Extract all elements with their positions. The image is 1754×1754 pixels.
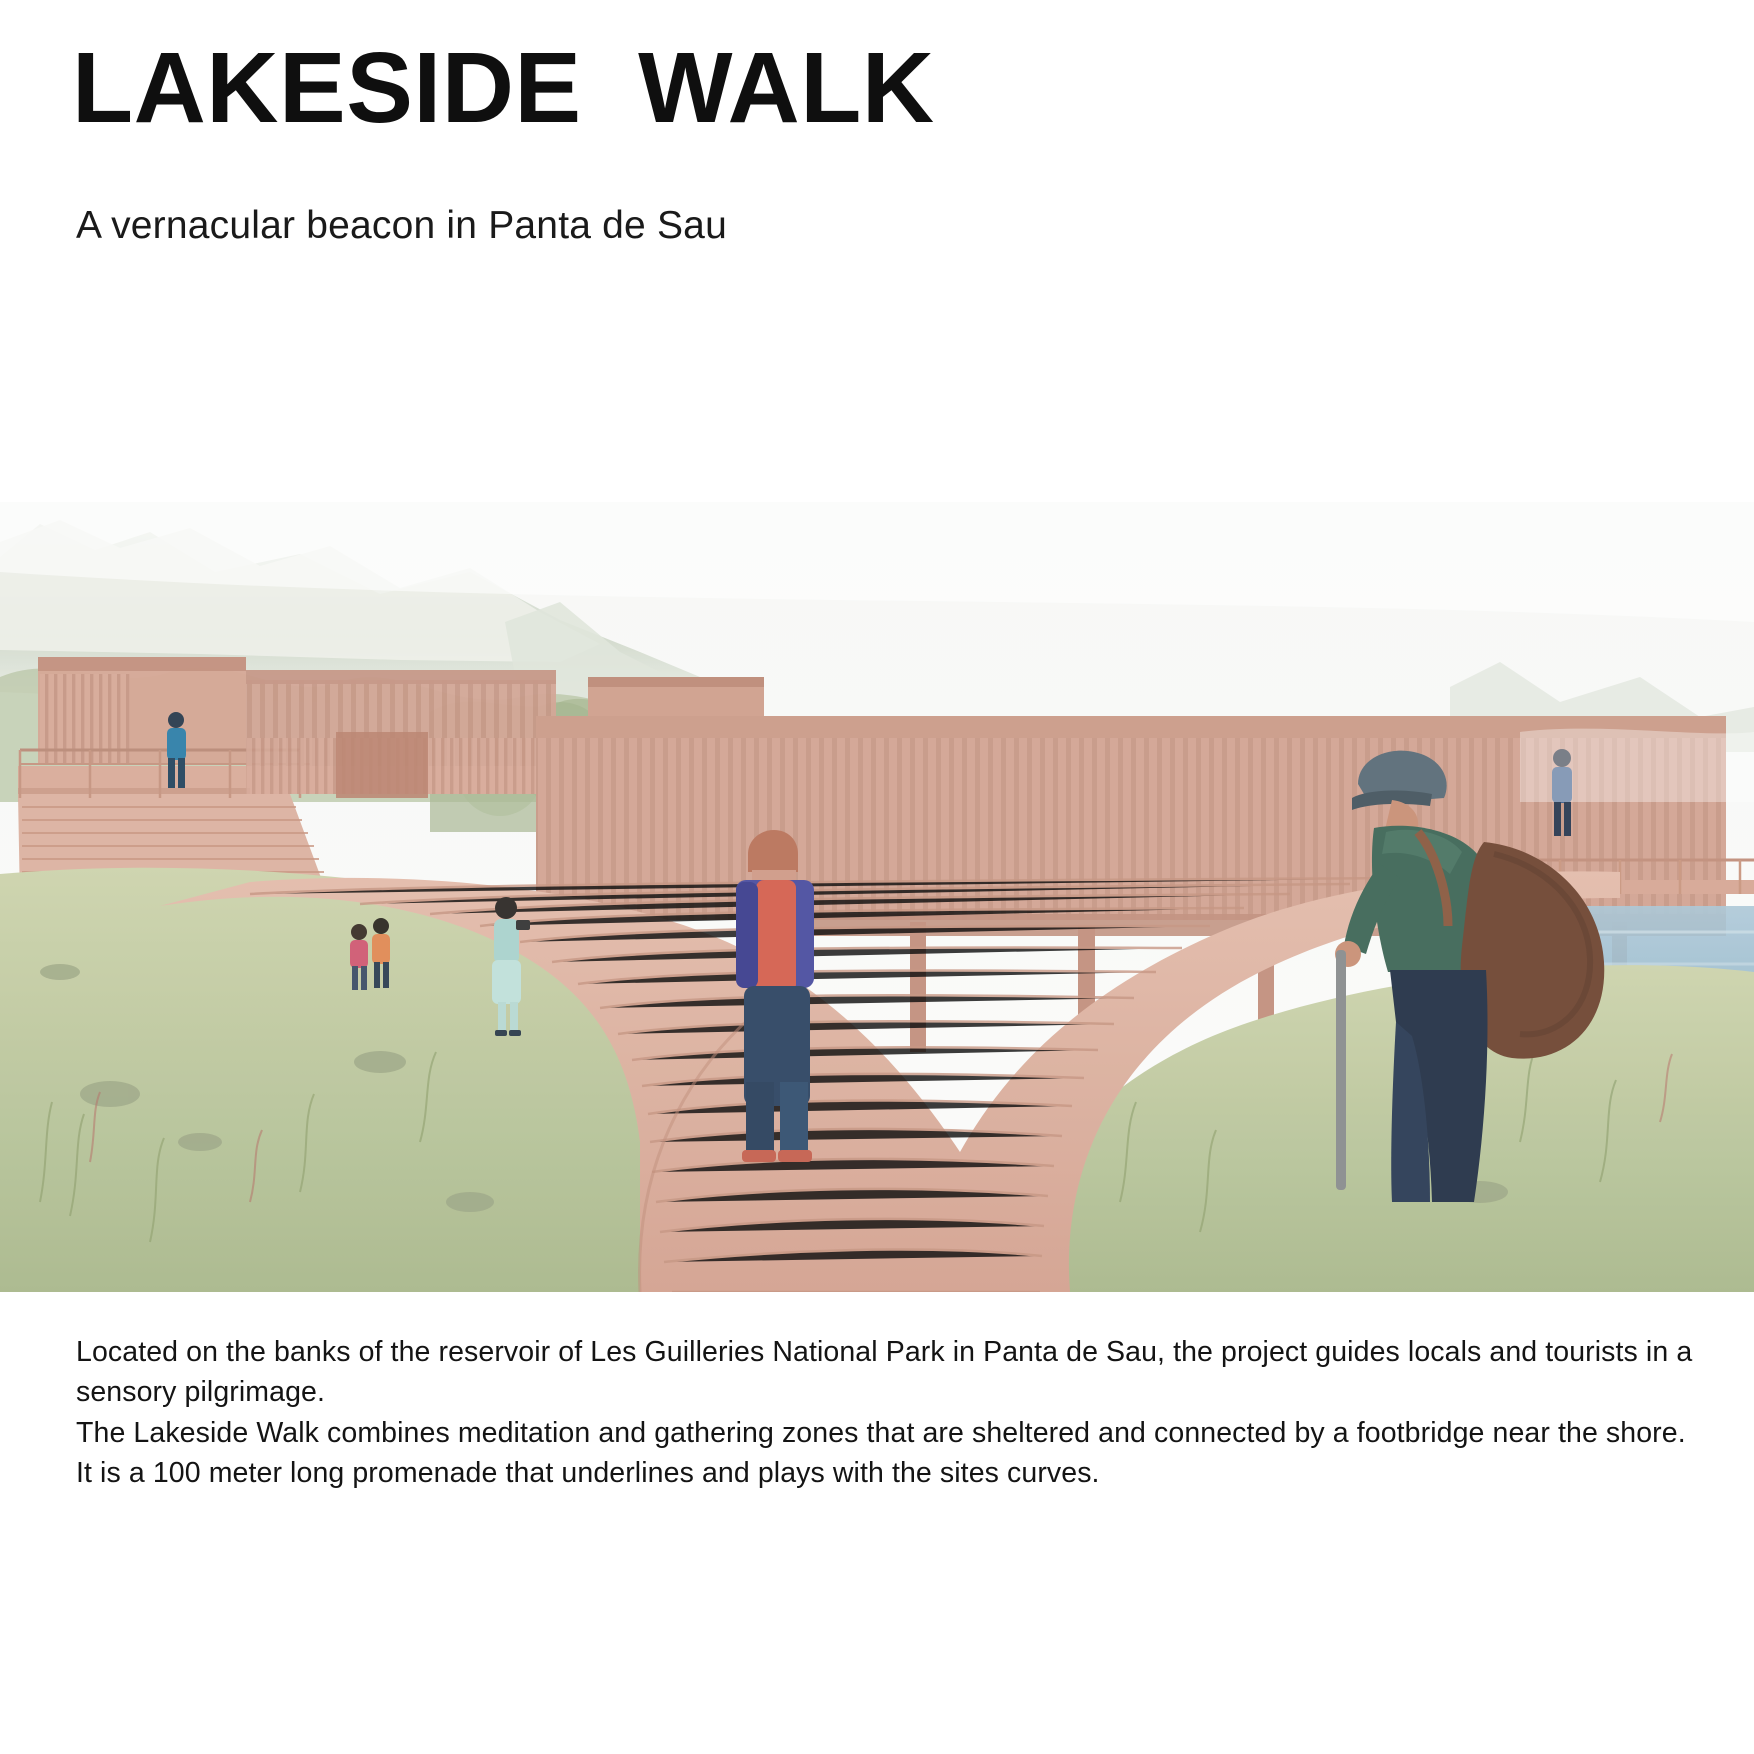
rendering-artwork [0,502,1754,1292]
page-subtitle: A vernacular beacon in Panta de Sau [76,204,727,247]
lakeside-walk-rendering [0,502,1754,1292]
page-title: LAKESIDE WALK [72,32,935,144]
project-description [76,1332,1696,1494]
description-paragraph-2: The Lakeside Walk combines meditation and gathering zones that are sheltered and connected by a footbridge near the shore. It is a 100 meter long promenade that underlines and plays with the sites curves. [76,1416,1686,1490]
description-paragraph-1: Located on the banks of the reservoir of Les Guilleries National Park in Panta de Sau, the project guides locals and tourists in a sensory pilgrimage. [76,1336,1693,1409]
